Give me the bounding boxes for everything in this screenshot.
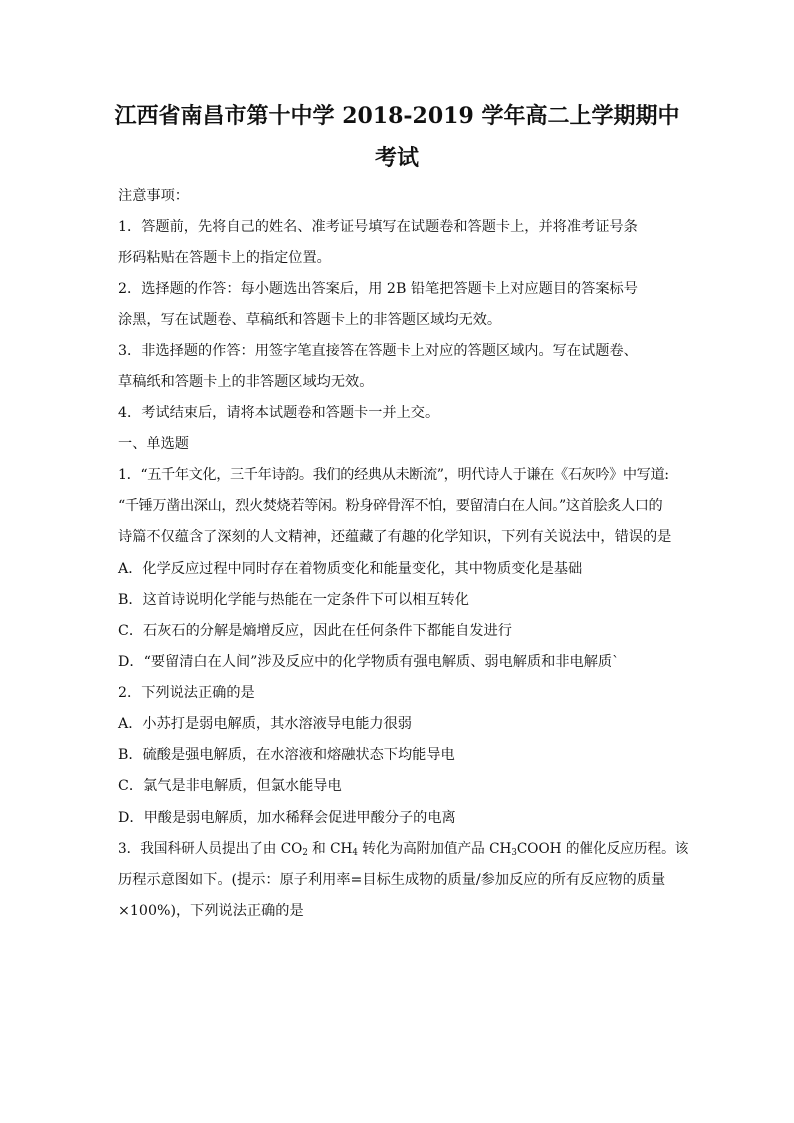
notice-item-1-continued: 形码粘贴在答题卡上的指定位置。 <box>118 250 331 266</box>
question-1-stem: 1．“五千年文化，三千年诗韵。我们的经典从未断流”，明代诗人于谦在《石灰吟》中写道: <box>118 467 669 483</box>
notice-item-2: 2．选择题的作答：每小题选出答案后，用 2B 铅笔把答题卡上对应题目的答案标号 <box>118 281 638 297</box>
subscript-3: 3 <box>511 848 517 858</box>
question-1-option-c: C．石灰石的分解是熵增反应，因此在任何条件下都能自发进行 <box>118 623 512 639</box>
question-3-stem-line-2: 历程示意图如下。(提示：原子利用率=目标生成物的质量/参加反应的所有反应物的质量 <box>118 872 666 888</box>
notice-item-2-continued: 涂黑，写在试题卷、草稿纸和答题卡上的非答题区域均无效。 <box>118 312 502 328</box>
question-3-text-part: 转化为高附加值产品 CH <box>357 841 512 857</box>
question-3-text-part: 和 CH <box>307 841 353 857</box>
question-3-stem-line-3: ×100%)，下列说法正确的是 <box>118 903 304 919</box>
page-title: 江西省南昌市第十中学 2018-2019 学年高二上学期期中 <box>114 103 680 129</box>
question-3-text-part: 3．我国科研人员提出了由 CO <box>118 841 303 857</box>
subscript-4: 4 <box>352 848 358 858</box>
question-1-option-a: A．化学反应过程中同时存在着物质变化和能量变化，其中物质变化是基础 <box>118 561 583 577</box>
page-title-continued: 考试 <box>374 145 419 171</box>
notice-item-3: 3．非选择题的作答：用签字笔直接答在答题卡上对应的答题区域内。写在试题卷、 <box>118 343 638 359</box>
question-2-option-a: A．小苏打是弱电解质，其水溶液导电能力很弱 <box>118 716 412 732</box>
subscript-2: 2 <box>302 848 308 858</box>
question-2-option-d: D．甲酸是弱电解质，加水稀释会促进甲酸分子的电离 <box>118 810 456 826</box>
notice-item-3-continued: 草稿纸和答题卡上的非答题区域均无效。 <box>118 374 374 390</box>
notice-item-1: 1．答题前，先将自己的姓名、准考证号填写在试题卷和答题卡上，并将准考证号条 <box>118 219 638 235</box>
question-1-option-d: D．“要留清白在人间”涉及反应中的化学物质有强电解质、弱电解质和非电解质` <box>118 654 620 670</box>
section-heading: 一、单选题 <box>118 436 189 452</box>
question-1-stem-line-3: 诗篇不仅蕴含了深刻的人文精神，还蕴藏了有趣的化学知识，下列有关说法中，错误的是 <box>118 529 672 545</box>
notice-heading: 注意事项： <box>118 188 189 204</box>
question-2-option-c: C．氯气是非电解质，但氯水能导电 <box>118 778 342 794</box>
question-1-option-b: B．这首诗说明化学能与热能在一定条件下可以相互转化 <box>118 592 469 608</box>
question-3-stem <box>118 839 689 859</box>
notice-item-4: 4．考试结束后，请将本试题卷和答题卡一并上交。 <box>118 405 440 421</box>
question-1-stem-line-2: “千锤万凿出深山，烈火焚烧若等闲。粉身碎骨浑不怕，要留清白在人间。”这首脍炙人口的 <box>118 498 663 514</box>
question-2-option-b: B．硫酸是强电解质，在水溶液和熔融状态下均能导电 <box>118 747 455 763</box>
question-3-text-part: COOH 的催化反应历程。该 <box>516 841 689 857</box>
question-2-stem: 2．下列说法正确的是 <box>118 685 255 701</box>
